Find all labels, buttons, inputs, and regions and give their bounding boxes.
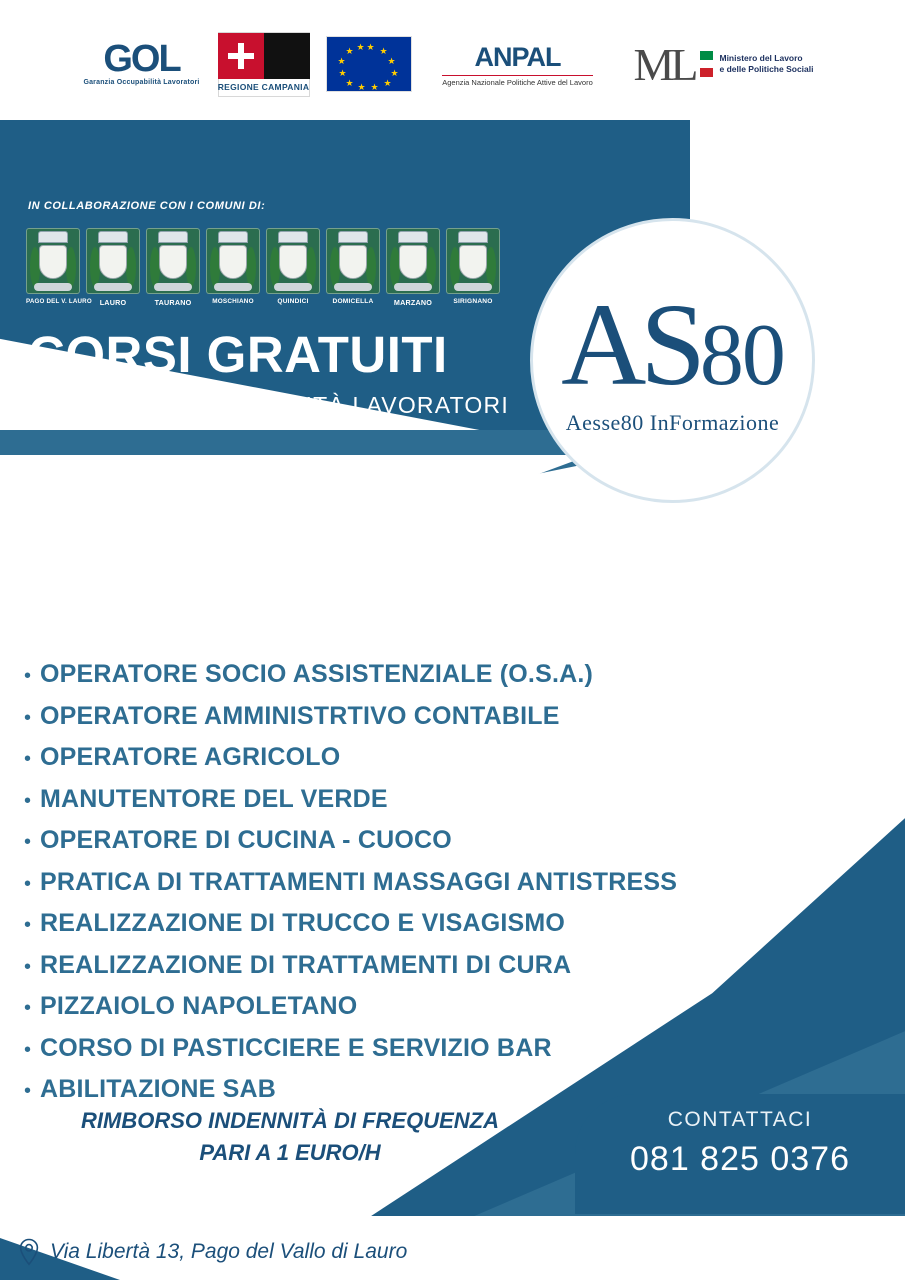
comune-crest-icon <box>446 228 500 294</box>
course-label: OPERATORE SOCIO ASSISTENZIALE (O.S.A.) <box>40 660 594 688</box>
comune-name: SIRIGNANO <box>453 298 493 305</box>
eu-flag-icon: ★ ★ ★ ★ ★ ★ ★ ★ ★ ★ ★ ★ <box>326 36 412 92</box>
comune-name: TAURANO <box>154 298 192 307</box>
anpal-wordmark: ANPAL <box>474 41 561 72</box>
italy-flag-icon <box>700 51 713 77</box>
list-item <box>24 826 824 855</box>
bullet-icon: • <box>24 997 32 1019</box>
comune-name: QUINDICI <box>277 298 309 305</box>
comune-crest-icon <box>146 228 200 294</box>
address-row <box>18 1238 407 1266</box>
aesse80-number: 80 <box>699 306 784 404</box>
regione-campania-logo <box>218 32 310 97</box>
refund-line-1: RIMBORSO INDENNITÀ DI FREQUENZA <box>81 1108 499 1133</box>
contact-label: CONTATTACI <box>667 1108 813 1131</box>
list-item <box>24 1075 824 1104</box>
bullet-icon: • <box>24 706 32 729</box>
campania-flag-icon <box>218 33 310 79</box>
aesse80-tagline: Aesse80 InFormazione <box>565 409 780 435</box>
anpal-logo <box>428 42 608 87</box>
location-pin-icon <box>18 1238 40 1266</box>
comuni-crest-list <box>26 228 500 307</box>
list-item <box>24 992 824 1021</box>
course-label: MANUTENTORE DEL VERDE <box>40 784 388 813</box>
list-item <box>24 1034 824 1063</box>
page-subtitle: GARANZIA OCCUPABILITÀ LAVORATORI <box>30 392 509 418</box>
ml-monogram: ML <box>633 38 695 90</box>
comune-name: MARZANO <box>393 298 433 307</box>
comune-name: PAGO DEL V. LAURO <box>26 298 92 305</box>
bullet-icon: • <box>24 914 32 936</box>
comune-item <box>446 228 500 307</box>
comune-item <box>266 228 320 307</box>
collaboration-label: IN COLLABORAZIONE CON I COMUNI DI: <box>28 200 266 212</box>
bullet-icon: • <box>24 872 32 895</box>
bullet-icon: • <box>24 831 32 853</box>
contact-phone[interactable]: 081 825 0376 <box>630 1140 850 1178</box>
list-item <box>24 702 824 731</box>
list-item <box>24 785 824 814</box>
course-label: ABILITAZIONE SAB <box>40 1075 277 1103</box>
course-label: PIZZAIOLO NAPOLETANO <box>40 992 358 1020</box>
course-list <box>24 660 824 1117</box>
ministero-lavoro-logo <box>624 38 824 91</box>
course-label: REALIZZAZIONE DI TRUCCO E VISAGISMO <box>40 909 566 937</box>
comune-name: DOMICELLA <box>332 298 374 305</box>
comune-crest-icon <box>386 228 440 294</box>
ministero-line1: Ministero del Lavoro <box>719 53 803 64</box>
course-label: REALIZZAZIONE DI TRATTAMENTI DI CURA <box>40 950 572 979</box>
gol-wordmark: GOL <box>103 38 180 81</box>
comune-crest-icon <box>326 228 380 294</box>
decorative-wedge-white-diagonal <box>0 455 590 685</box>
comune-item <box>26 228 92 307</box>
campania-label: REGIONE CAMPANIA <box>217 81 310 92</box>
bullet-icon: • <box>24 748 32 770</box>
comune-crest-icon <box>206 228 260 294</box>
refund-line-2: PARI A 1 EURO/H <box>199 1139 381 1165</box>
comune-crest-icon <box>86 228 140 294</box>
comune-item <box>86 228 140 307</box>
course-label: OPERATORE DI CUCINA - CUOCO <box>40 826 452 854</box>
aesse80-letters: AS <box>561 278 700 410</box>
anpal-subtitle: Agenzia Nazionale Politiche Attive del Lavoro <box>442 75 593 87</box>
comune-crest-icon <box>26 228 80 294</box>
european-union-logo <box>326 36 412 92</box>
comune-name: LAURO <box>99 298 127 307</box>
bullet-icon: • <box>24 1080 32 1102</box>
bullet-icon: • <box>24 1038 32 1061</box>
comune-item <box>386 228 440 307</box>
logo-strip <box>0 18 905 110</box>
comune-item <box>206 228 260 307</box>
course-label: CORSO DI PASTICCIERE E SERVIZIO BAR <box>40 1033 552 1062</box>
list-item <box>24 909 824 938</box>
comune-name: MOSCHIANO <box>212 298 254 305</box>
bullet-icon: • <box>24 665 32 687</box>
page-title: CORSI GRATUITI <box>28 326 448 383</box>
aesse80-logo <box>530 218 815 503</box>
comune-item <box>326 228 380 307</box>
comune-item <box>146 228 200 307</box>
bullet-icon: • <box>24 955 32 978</box>
comune-crest-icon <box>266 228 320 294</box>
list-item <box>24 868 824 897</box>
ministero-line2: e delle Politiche Sociali <box>719 64 814 74</box>
aesse80-monogram <box>561 278 784 410</box>
address-text: Via Libertà 13, Pago del Vallo di Lauro <box>50 1240 408 1263</box>
list-item <box>24 743 824 772</box>
gol-subtitle: Garanzia Occupabilità Lavoratori <box>83 78 200 86</box>
course-label: OPERATORE AGRICOLO <box>40 743 341 771</box>
course-label: PRATICA DI TRATTAMENTI MASSAGGI ANTISTRESS <box>40 867 678 896</box>
list-item <box>24 951 824 980</box>
list-item <box>24 660 824 689</box>
bullet-icon: • <box>24 789 32 812</box>
gol-logo <box>82 38 202 86</box>
refund-note <box>30 1105 550 1169</box>
course-label: OPERATORE AMMINISTRTIVO CONTABILE <box>40 701 560 730</box>
